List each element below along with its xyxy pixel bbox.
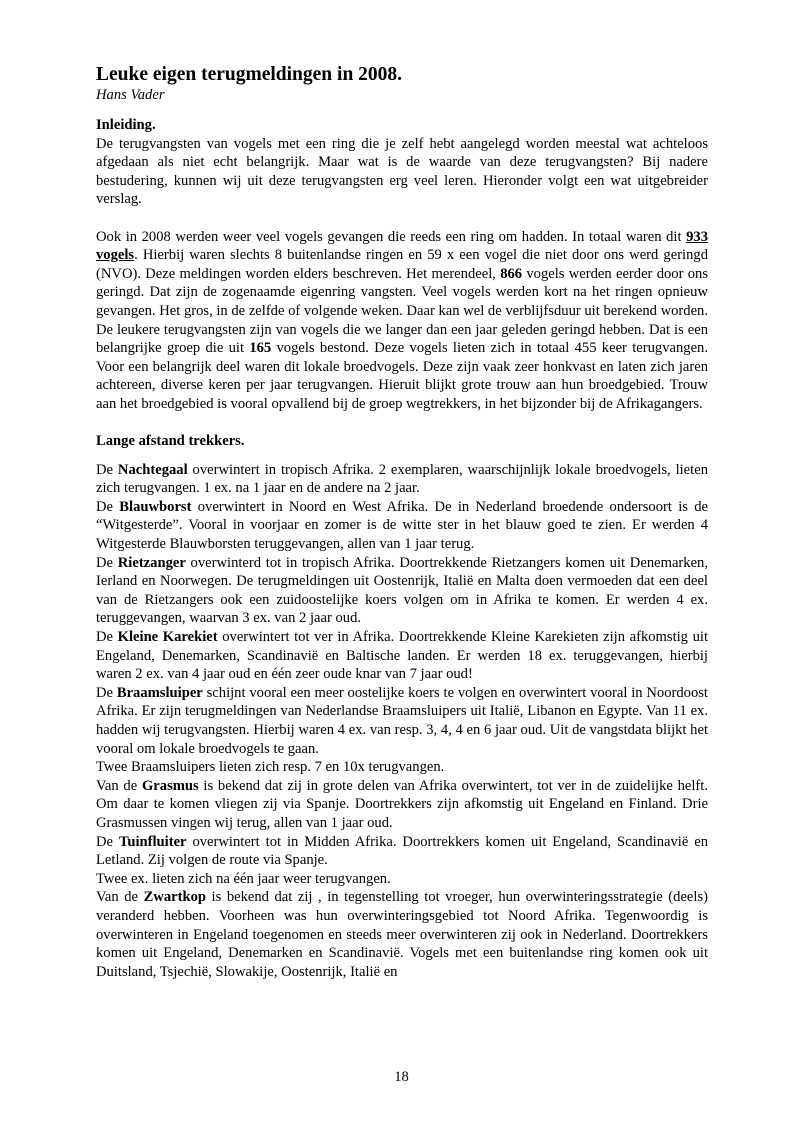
paragraph-gap: [96, 451, 708, 461]
species-name: Braamsluiper: [116, 684, 203, 701]
own-ring-count: 866: [500, 265, 523, 282]
species-intro: De: [96, 554, 118, 571]
species-text: overwintert in Noord en West Afrika. De in Nederland broedende ondersoort is de “Witgesterde”. Vooral in voorjaar en zomer is de witte ster in het blauw goed te zien. Er werden 4 Witgesterde Blauwborsten teruggevangen, allen van 1 jaar terug.: [96, 498, 708, 553]
article-title: Leuke eigen terugmeldingen in 2008.: [96, 64, 403, 85]
species-paragraph: [96, 870, 708, 889]
species-paragraph: [96, 628, 708, 684]
species-text: is bekend dat zij in grote delen van Afrika overwintert, tot ver in de zuidelijke helft. Om daar te komen vliegen zij via Spanje. Doortrekkers zijn afkomstig uit Engeland en Finland. Drie Grasmussen vingen wij terug, allen van 1 jaar oud.: [96, 777, 708, 831]
species-name: Rietzanger: [117, 554, 186, 571]
species-paragraph: [96, 833, 708, 870]
species-text: overwinterd tot in tropisch Afrika. Doortrekkende Rietzangers komen uit Denemarken, Ierland en Noorwegen. De terugmeldingen uit Oostenrijk, Italië en Malta doen vermoeden dat een deel van de Rietzangers ook een zuidoostelijke koers volgen om in Afrika te komen. Er werden 4 ex. teruggevangen, waarvan 3 ex. van 2 jaar oud.: [96, 554, 709, 627]
species-paragraph: [96, 684, 708, 758]
summary-text-a: Ook in 2008 werden weer veel vogels gevangen die reeds een ring om hadden. In totaal waren dit: [96, 228, 687, 245]
total-count: 933 vogels: [96, 228, 708, 264]
species-name: Nachtegaal: [117, 461, 188, 478]
species-list: [96, 461, 708, 982]
species-paragraph: [96, 498, 708, 554]
species-text: overwintert in tropisch Afrika. 2 exemplaren, waarschijnlijk lokale broedvogels, lieten zich terugvangen. 1 ex. na 1 jaar en de andere na 2 jaar.: [96, 461, 708, 497]
species-text: overwintert tot ver in Afrika. Doortrekkende Kleine Karekieten zijn afkomstig uit Engeland, Denemarken, Scandinavië en Baltische landen. Er werden 18 ex. teruggevangen, hierbij waren 2 ex. van 4 jaar oud en één zeer oude knar van 7 jaar oud!: [96, 629, 708, 683]
species-name: Blauwborst: [119, 498, 192, 515]
summary-text-d: vogels bestond. Deze vogels lieten zich in totaal 455 keer terugvangen. Voor een belangrijk deel waren dit lokale broedvogels. Deze zijn vaak zeer honkvast en laten zich jaren achtereen, diverse keren per jaar terugvangen. Hieruit blijkt grote trouw aan hun broedgebied. Trouw aan het broedgebied is vooral opvallend bij de groep wegtrekkers, in het bijzonder bij de Afrikagangers.: [96, 340, 708, 412]
intro-paragraph: De terugvangsten van vogels met een ring die je zelf hebt aangelegd worden meestal wat achteloos afgedaan als niet echt belangrijk. Maar wat is de waarde van deze terugvangsten? Bij nadere bestudering, kunnen wij uit deze terugvangsten erg veel leren. Hieronder volgt een wat uitgebreider verslag.: [96, 135, 708, 208]
species-intro: De: [96, 684, 117, 701]
intro-heading: Inleiding.: [96, 117, 156, 133]
long-term-count: 165: [249, 340, 272, 357]
species-intro: De: [96, 461, 118, 478]
species-intro: De: [96, 833, 119, 850]
species-paragraph: [96, 777, 708, 833]
species-paragraph: [96, 554, 708, 628]
species-text: schijnt vooral een meer oostelijke koers te volgen en overwintert vooral in Noordoost Afrika. Er zijn terugmeldingen van Nederlandse Braamsluipers uit Italië, Libanon en Egypte. Van 11 ex. hadden wij terugvangsten. Hierbij waren 4 ex. van resp. 3, 4, 4 en 6 jaar oud. Uit de vangstdata blijkt het vooral om lokale broedvogels te gaan.: [96, 684, 708, 757]
species-intro: De: [96, 629, 118, 646]
article: [96, 64, 708, 981]
species-name: Tuinfluiter: [118, 833, 187, 850]
section-heading: Lange afstand trekkers.: [96, 433, 245, 450]
species-paragraph: [96, 461, 708, 498]
species-paragraph: [96, 758, 708, 777]
species-paragraph: [96, 888, 708, 981]
species-text: Twee ex. lieten zich na één jaar weer terugvangen.: [96, 870, 391, 887]
species-name: Grasmus: [141, 777, 199, 794]
species-intro: De: [96, 498, 120, 515]
page-number: 18: [394, 1069, 409, 1085]
summary-text-c: vogels werden eerder door ons geringd. Dat zijn de zogenaamde eigenring vangsten. Veel vogels werden kort na het ringen opnieuw gevangen. Het gros, in de zelfde of volgende weken. Daar kan wel de verblijfsduur uit berekend worden. De leukere terugvangsten zijn van vogels die we langer dan een jaar geleden geringd hebben. Dat is een belangrijke groep die uit: [96, 265, 708, 357]
species-text: is bekend dat zij , in tegenstelling tot vroeger, hun overwinteringsstrategie (deels) veranderd hebben. Voorheen was hun overwinteringsgebied tot Noord Afrika. Tegenwoordig is overwinteren in Engeland toegenomen en steeds meer overwinteren zij ook in Nederland. Doortrekkers komen uit Engeland, Denemarken en Scandinavië. Vogels met een buitenlandse ring komen ook uit Duitsland, Tsjechië, Slowakije, Oostenrijk, Italië en: [96, 889, 708, 980]
species-text: overwintert tot in Midden Afrika. Doortrekkers komen uit Engeland, Scandinavië en Letland. Zij volgen de route via Spanje.: [96, 833, 708, 869]
paragraph-gap: [96, 209, 708, 228]
species-name: Kleine Karekiet: [117, 629, 218, 646]
summary-text-b: . Hierbij waren slechts 8 buitenlandse ringen en 59 x een vogel die niet door ons werd geringd (NVO). Deze meldingen worden elders beschreven. Het merendeel,: [96, 247, 708, 282]
summary-paragraph: [96, 228, 708, 414]
species-intro: Van de: [96, 777, 142, 794]
species-name: Zwartkop: [143, 889, 206, 906]
species-text: Twee Braamsluipers lieten zich resp. 7 en 10x terugvangen.: [96, 759, 445, 776]
species-intro: Van de: [96, 889, 144, 906]
article-author: Hans Vader: [96, 87, 165, 103]
paragraph-gap: [96, 414, 708, 433]
